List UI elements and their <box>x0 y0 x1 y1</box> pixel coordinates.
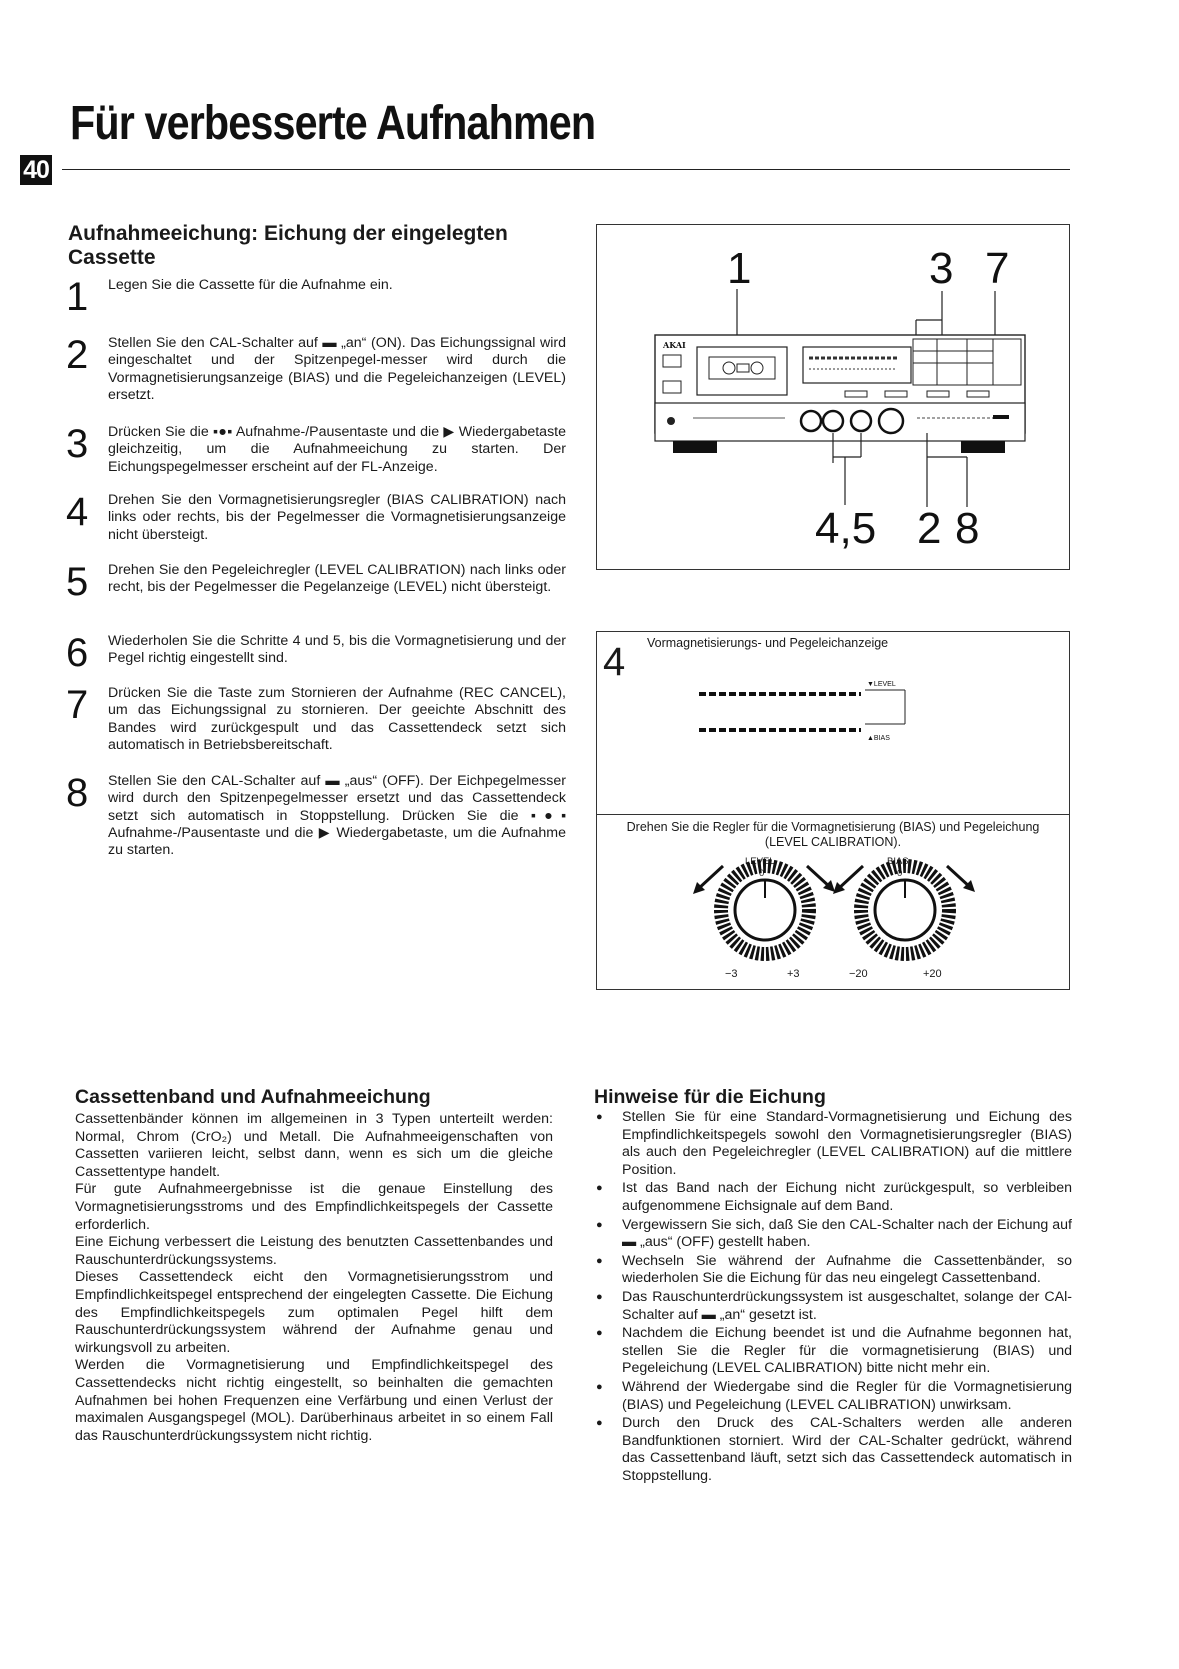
knob-level-label: LEVEL <box>745 856 775 867</box>
knob-level-zero: 0 <box>759 868 765 879</box>
note-item: ● Wechseln Sie während der Aufnahme die Cassettenbänder, so wiederholen Sie die Eichung für das neu eingelegt Cassettenband. <box>594 1253 1072 1288</box>
note-item: ● Ist das Band nach der Eichung nicht zurückgespult, so verbleiben aufgenommene Eichsignale auf dem Band. <box>594 1180 1072 1215</box>
level-scale-max: +3 <box>787 968 800 980</box>
step-number: 3 <box>66 422 89 466</box>
notes-list <box>594 1109 1072 1486</box>
meter-divider <box>597 814 1069 815</box>
step-number: 4 <box>66 490 89 534</box>
step-text: Drücken Sie die ▪●▪ Aufnahme-/Pausentaste und die ▶ Wiedergabetaste gleichzeitig, um die Aufnahmeeichung zu starten. Der Eichungspegelmesser erscheint auf der FL-Anzeige. <box>108 424 566 475</box>
callout-2: 2 <box>917 504 942 553</box>
step-number: 1 <box>66 275 89 319</box>
meter-caption: Vormagnetisierungs- und Pegeleichanzeige <box>647 636 889 650</box>
step-number: 5 <box>66 560 89 604</box>
cassette-paragraph: Eine Eichung verbessert die Leistung des benutzten Cassettenbandes und Rauschunterdrückungssystems. <box>75 1234 553 1268</box>
step-1 <box>66 275 566 319</box>
brand-logo: AKAI <box>663 340 686 350</box>
callout-3: 3 <box>929 244 954 293</box>
step-6 <box>66 631 566 675</box>
deck-illustration <box>596 224 1070 570</box>
meter-label-bias: ▲BIAS <box>867 735 890 742</box>
bias-knob <box>861 866 949 954</box>
knob-bias-label: BIAS <box>887 856 909 867</box>
step-text: Drehen Sie den Vormagnetisierungsregler (BIAS CALIBRATION) nach links oder rechts, bis der Pegelmesser die Vormagnetisierungsanzeige nicht übersteigt. <box>108 492 566 543</box>
section-heading-calibration: Aufnahmeeichung: Eichung der eingelegten Cassette <box>68 222 508 269</box>
knobs-drawing <box>597 820 1069 990</box>
bias-scale-max: +20 <box>923 968 942 980</box>
bias-scale-min: −20 <box>849 968 868 980</box>
note-item: ● Stellen Sie für eine Standard-Vormagnetisierung und Eichung des Empfindlichkeitspegels sowohl den Vormagnetisierungsregler (BIAS) als auch den Pegeleichregler (LEVEL CALIBRATION) auf die mittlere Position. <box>594 1109 1072 1179</box>
step-7 <box>66 685 566 754</box>
cassette-paragraph: Werden die Vormagnetisierung und Empfindlichkeitspegel des Cassettendecks nicht richtig eingestellt, so beinhalten die gemachten Aufnahmen bei hohen Frequenzen eine Verfärbung und einen Verlust der maximalen Ausgangspegel (MOL). Darüberhinaus arbeitet in so einem Fall das Rauschunterdrückungssystem nicht richtig. <box>75 1357 553 1444</box>
callout-8: 8 <box>955 504 980 553</box>
step-number: 6 <box>66 631 89 675</box>
cassette-paragraph: Für gute Aufnahmeergebnisse ist die genaue Einstellung des Vormagnetisierungsstroms und des Empfindlichkeitspegels der Cassette erforderlich. <box>75 1181 553 1233</box>
step-text: Drücken Sie die Taste zum Stornieren der Aufnahme (REC CANCEL), um das Eichungssignal zu stornieren. Der geeichte Abschnitt des Bandes wird zurückgespult und das Cassettendeck setzt sich automatisch in Betriebsbereitschaft. <box>108 685 566 753</box>
note-item: ● Während der Wiedergabe sind die Regler für die Vormagnetisierung (BIAS) und Pegeleichung (LEVEL CALIBRATION) unwirksam. <box>594 1379 1072 1414</box>
step-text: Stellen Sie den CAL-Schalter auf ▬ „an“ (ON). Das Eichungssignal wird eingeschaltet und der Spitzenpegel-messer wird durch die Vormagnetisierungsanzeige (BIAS) und die Pegeleichanzeigen (LEVEL) ersetzt. <box>108 335 566 403</box>
meter-illustration <box>596 631 1070 990</box>
knob-bias-zero: 0 <box>897 868 903 879</box>
note-item: ● Durch den Druck des CAL-Schalters werden alle anderen Bandfunktionen storniert. Wird der CAL-Schalter gedrückt, während das Cassettenband läuft, setzt sich das Cassettendeck automatisch in Stoppstellung. <box>594 1415 1072 1485</box>
cassette-paragraph: Dieses Cassettendeck eicht den Vormagnetisierungsstrom und Empfindlichkeitspegel entsprechend der eingelegten Cassette. Die Eichung des Empfindlichkeitspegels zum optimalen Pegel hilft dem Rauschunterdrückungssystem während der Aufnahme genau und wirkungsvoll zu arbeiten. <box>75 1269 553 1356</box>
callout-7: 7 <box>985 244 1010 293</box>
step-4 <box>66 492 566 544</box>
cassette-paragraph: Cassettenbänder können im allgemeinen in 3 Typen unterteilt werden: Normal, Chrom (CrO₂) und Metall. Die Aufnahmeeigenschaften von Cassetten variieren leicht, selbst dann, wenn es sich um die gleiche Cassettentype handelt. <box>75 1111 553 1180</box>
step-number: 2 <box>66 333 89 377</box>
step-8 <box>66 773 566 859</box>
note-item: ● Nachdem die Eichung beendet ist und die Aufnahme begonnen hat, stellen Sie die Regler für die vormagnetisierung (BIAS) und Pegeleichung (LEVEL CALIBRATION) bitte nicht mehr ein. <box>594 1325 1072 1378</box>
section-heading-cassette: Cassettenband und Aufnahmeeichung <box>75 1086 431 1108</box>
title-rule <box>62 169 1070 170</box>
step-number: 8 <box>66 771 89 815</box>
step-text: Stellen Sie den CAL-Schalter auf ▬ „aus“ (OFF). Der Eichpegelmesser wird durch den Spitzenpegelmesser ersetzt und das Cassettendeck setzt sich automatisch in Stoppstellung. Drücken Sie die ▪●▪ Aufnahme-/Pausentaste und die ▶ Wiedergabetaste, um die Aufnahme zu starten. <box>108 773 566 859</box>
level-knob <box>721 866 809 954</box>
callout-1: 1 <box>727 244 752 293</box>
knob-caption: Drehen Sie die Regler für die Vormagnetisierung (BIAS) und Pegeleichung (LEVEL CALIBRATION). <box>626 820 1040 849</box>
step-text: Drehen Sie den Pegeleichregler (LEVEL CALIBRATION) nach links oder recht, bis der Pegelmesser die Pegelanzeige (LEVEL) nicht übersteigt. <box>108 562 566 596</box>
step-5 <box>66 560 566 604</box>
step-text: Wiederholen Sie die Schritte 4 und 5, bis die Vormagnetisierung und der Pegel richtig eingestellt sind. <box>108 633 566 667</box>
step-text: Legen Sie die Cassette für die Aufnahme ein. <box>108 277 393 293</box>
cassette-text <box>75 1111 553 1445</box>
deck-drawing <box>597 225 1069 569</box>
step-2 <box>66 335 566 404</box>
page-title: Für verbesserte Aufnahmen <box>70 97 596 150</box>
level-scale-min: −3 <box>725 968 738 980</box>
meter-display <box>597 632 1069 812</box>
section-heading-notes: Hinweise für die Eichung <box>594 1086 826 1108</box>
meter-label-level: ▼LEVEL <box>867 681 896 688</box>
page-number-badge: 40 <box>20 155 52 185</box>
step-number: 7 <box>66 683 89 727</box>
callout-4-5: 4,5 <box>815 504 877 553</box>
step-3 <box>66 424 566 476</box>
note-item: ● Vergewissern Sie sich, daß Sie den CAL-Schalter nach der Eichung auf ▬ „aus“ (OFF) gestellt haben. <box>594 1217 1072 1252</box>
note-item: ● Das Rauschunterdrückungssystem ist ausgeschaltet, solange der CAl-Schalter auf ▬ „an“ gesetzt ist. <box>594 1289 1072 1324</box>
meter-step-number: 4 <box>603 640 626 684</box>
